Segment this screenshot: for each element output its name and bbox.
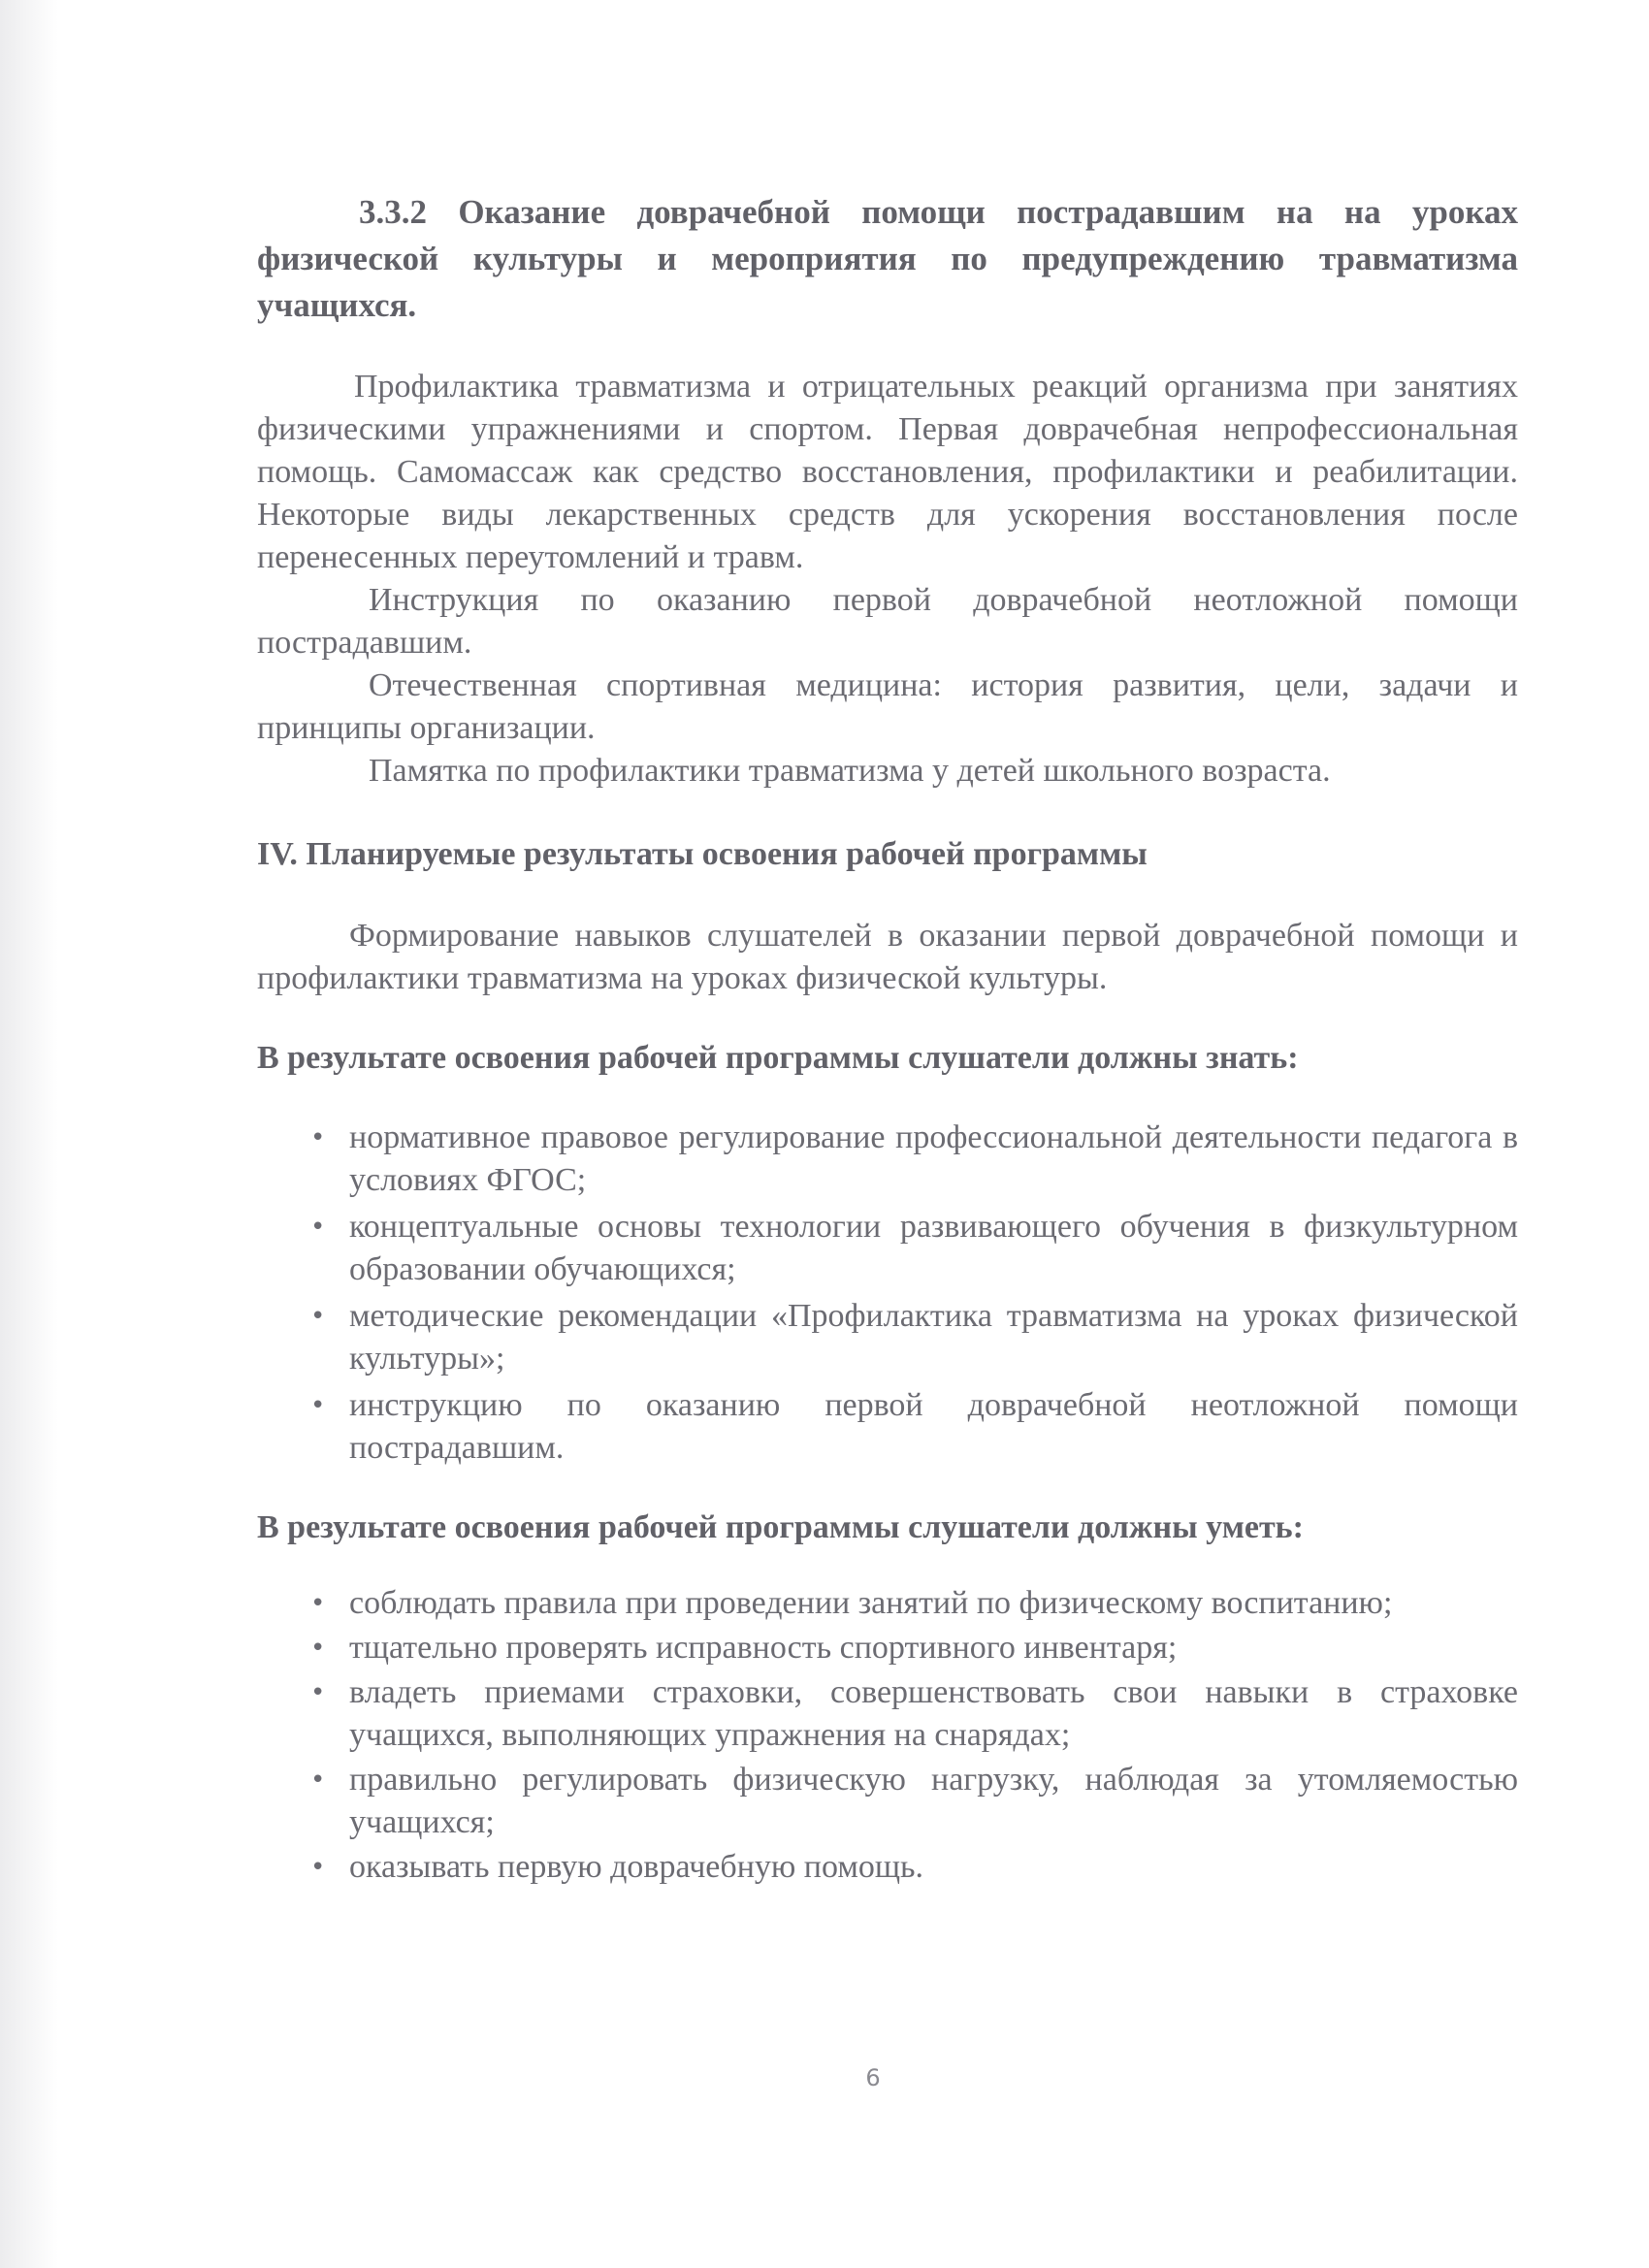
scan-shadow (0, 0, 58, 2268)
list-item-text: владеть приемами страховки, совершенствовать свои навыки в страховке учащихся, выполняющих упражнения на снарядах; (349, 1674, 1518, 1753)
bullet-icon: • (310, 1766, 326, 1795)
able-title: В результате освоения рабочей программы слушатели должны уметь: (257, 1509, 1304, 1545)
list-item-text: правильно регулировать физическую нагрузку, наблюдая за утомляемостью учащихся; (349, 1762, 1518, 1840)
list-item-text: соблюдать правила при проведении занятий по физическому воспитанию; (349, 1585, 1393, 1621)
know-title: В результате освоения рабочей программы слушатели должны знать: (257, 1040, 1299, 1076)
list-item-text: методические рекомендации «Профилактика травматизма на уроках физической культуры»; (349, 1298, 1518, 1377)
list-item (310, 1117, 1518, 1202)
section-title-iv: IV. Планируемые результаты освоения рабочей программы (257, 836, 1148, 872)
know-list (257, 1117, 1518, 1470)
list-item (310, 1759, 1518, 1844)
bullet-icon: • (310, 1853, 326, 1882)
list-item (310, 1384, 1518, 1470)
document-page (257, 189, 1518, 1891)
paragraph-memo: Памятка по профилактики травматизма у детей школьного возраста. (369, 753, 1331, 789)
able-list (257, 1582, 1518, 1889)
list-item-text: оказывать первую доврачебную помощь. (349, 1849, 924, 1885)
list-item (310, 1582, 1518, 1625)
paragraph-sports-medicine: Отечественная спортивная медицина: история развития, цели, задачи и принципы организации. (257, 667, 1518, 746)
bullet-icon: • (310, 1123, 326, 1152)
list-item (310, 1206, 1518, 1291)
list-item-text: концептуальные основы технологии развивающего обучения в физкультурном образовании обучающихся; (349, 1209, 1518, 1287)
list-item (310, 1295, 1518, 1380)
paragraph-prevention: Профилактика травматизма и отрицательных реакций организма при занятиях физическими упражнениями и спортом. Первая доврачебная непрофессиональная помощь. Самомассаж как средство восстановления, профилактики и реабилитации. Некоторые виды лекарственных средств для ускорения восстановления после перенесенных переутомлений и травм. (257, 369, 1518, 575)
bullet-icon: • (310, 1589, 326, 1618)
bullet-icon: • (310, 1391, 326, 1420)
bullet-icon: • (310, 1678, 326, 1707)
list-item-text: инструкцию по оказанию первой доврачебной неотложной помощи пострадавшим. (349, 1387, 1518, 1466)
bullet-icon: • (310, 1634, 326, 1663)
list-item-text: нормативное правовое регулирование профессиональной деятельности педагога в условиях ФГОС; (349, 1119, 1518, 1198)
list-item-text: тщательно проверять исправность спортивного инвентаря; (349, 1630, 1178, 1666)
paragraph-skills-intro: Формирование навыков слушателей в оказании первой доврачебной помощи и профилактики травматизма на уроках физической культуры. (257, 918, 1518, 996)
list-item (310, 1627, 1518, 1669)
bullet-icon: • (310, 1302, 326, 1331)
bullet-icon: • (310, 1213, 326, 1242)
list-item (310, 1846, 1518, 1889)
page-number: 6 (865, 2064, 881, 2091)
section-heading-3-3-2: 3.3.2 Оказание доврачебной помощи пострадавшим на на уроках физической культуры и мероприятия по предупреждению травматизма учащихся. (257, 193, 1518, 324)
list-item (310, 1671, 1518, 1757)
paragraph-instruction: Инструкция по оказанию первой доврачебной неотложной помощи пострадавшим. (257, 582, 1518, 661)
